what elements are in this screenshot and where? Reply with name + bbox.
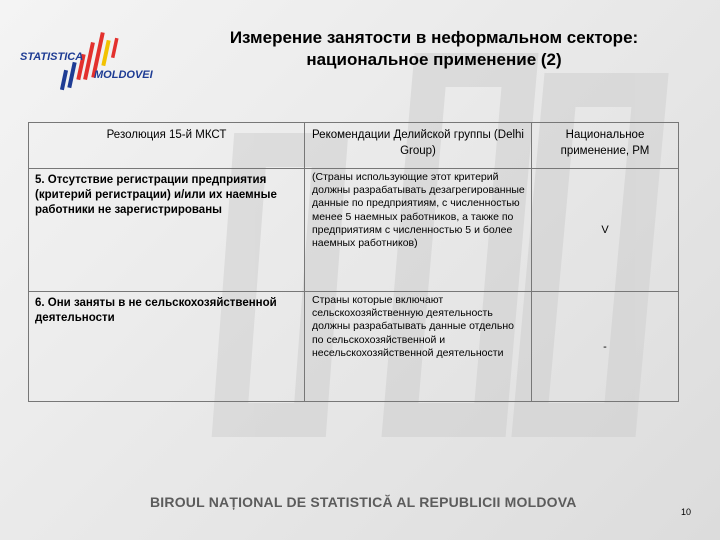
recommendation-cell: (Страны использующие этот критерий должны разрабатывать дезагрегированные данные по предприятиям, с численностью менее 5 наемных работников, а также по предприятиям с численностью 5 и более наемных работников) [305, 169, 532, 292]
table-header-row [29, 123, 679, 169]
page-number: 10 [681, 507, 692, 517]
statistica-moldovei-logo [18, 28, 168, 94]
comparison-table [28, 122, 679, 402]
title-line-2: национальное применение (2) [306, 50, 562, 69]
header-resolution: Резолюция 15-й МКСТ [29, 123, 305, 169]
national-cell: V [532, 169, 679, 292]
header-national: Национальное применение, РМ [532, 123, 679, 169]
logo-text-statistica: STATISTICA [20, 51, 84, 63]
criterion-cell: 6. Они заняты в не сельскохозяйственной деятельности [29, 292, 305, 402]
recommendation-cell: Страны которые включают сельскохозяйственную деятельность должны разрабатывать данные отдельно по сельскохозяйственной и несельскохозяйственной деятельности [305, 292, 532, 402]
criterion-cell: 5. Отсутствие регистрации предприятия (критерий регистрации) и/или их наемные работники не зарегистрированы [29, 169, 305, 292]
slide-title [178, 27, 690, 71]
table-row [29, 292, 679, 402]
footer-institution: BIROUL NAȚIONAL DE STATISTICĂ AL REPUBLICII MOLDOVA [150, 494, 577, 510]
logo-text-moldovei: MOLDOVEI [94, 69, 153, 81]
table-row [29, 169, 679, 292]
title-line-1: Измерение занятости в неформальном секторе: [229, 28, 639, 47]
header-delhi-group: Рекомендации Делийской группы (Delhi Group) [305, 123, 532, 169]
national-cell: - [532, 292, 679, 402]
